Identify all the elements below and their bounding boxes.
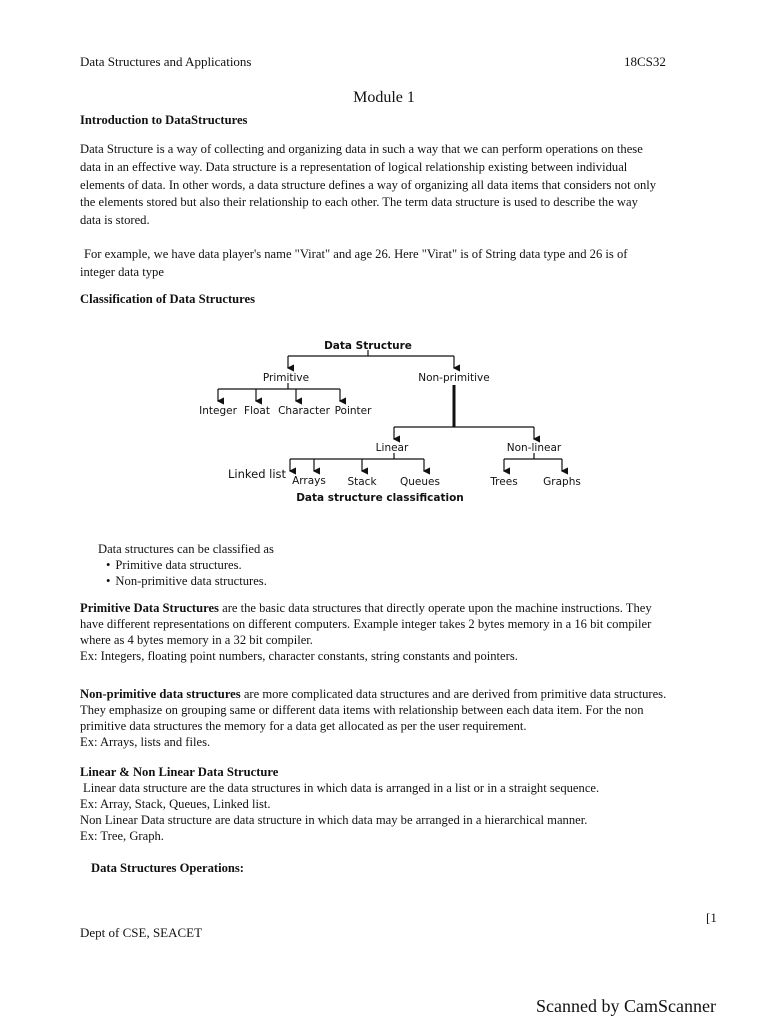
linear-line: Ex: Tree, Graph. [80, 829, 164, 843]
classification-diagram [198, 333, 590, 509]
non-primitive-term: Non-primitive data structures [80, 687, 241, 701]
diagram-non-linear: Non-linear [506, 442, 562, 454]
intro-line: data in an effective way. Data structure is a representation of logical relationship existing between individual [80, 159, 628, 174]
non-primitive-line: Ex: Arrays, lists and files. [80, 735, 211, 749]
non-primitive-line: They emphasize on grouping same or different data items with relationship between each data item. For the non [80, 703, 644, 717]
linear-line: Non Linear Data structure are data structure in which data may be arranged in a hierarchical manner. [80, 813, 588, 827]
primitive-line: where as 4 bytes memory in a 32 bit compiler. [80, 633, 313, 647]
diagram-character: Character [278, 405, 330, 417]
diagram-pointer: Pointer [334, 405, 372, 417]
list-item: • Primitive data structures. [106, 557, 274, 573]
example-line: integer data type [80, 264, 164, 279]
diagram-linear: Linear [375, 442, 409, 454]
primitive-paragraph [80, 600, 730, 664]
intro-line: the elements stored but also their relationship to each other. The term data structure is used to describe the way [80, 195, 638, 210]
primitive-line: Ex: Integers, floating point numbers, character constants, string constants and pointers. [80, 649, 518, 663]
diagram-root: Data Structure [324, 340, 412, 352]
example-paragraph [80, 246, 724, 282]
classification-heading: Classification of Data Structures [80, 292, 256, 306]
linear-line: Linear data structure are the data structures in which data is arranged in a list or in a straight sequence. [83, 781, 600, 795]
intro-line: Data Structure is a way of collecting and organizing data in such a way that we can perform operations on these [80, 142, 643, 156]
diagram-trees: Trees [490, 476, 518, 488]
diagram-linked-list: Linked list [228, 467, 287, 481]
linear-heading: Linear & Non Linear Data Structure [80, 765, 279, 779]
page-number: [1 [706, 910, 717, 925]
diagram-non-primitive: Non-primitive [418, 372, 490, 384]
intro-heading: Introduction to DataStructures [80, 113, 248, 127]
diagram-float: Float [244, 405, 270, 417]
primitive-term: Primitive Data Structures [80, 601, 219, 615]
diagram-primitive: Primitive [262, 372, 310, 384]
module-title: Module 1 [353, 89, 415, 106]
linear-section [80, 764, 730, 844]
list-item: • Non-primitive data structures. [106, 573, 274, 589]
classification-intro [98, 541, 274, 589]
diagram-arrays: Arrays [292, 475, 326, 487]
non-primitive-line: primitive data structures the memory for a data get allocated as per the user requirement. [80, 719, 527, 733]
operations-heading: Data Structures Operations: [91, 861, 244, 875]
footer-dept: Dept of CSE, SEACET [80, 925, 203, 940]
linear-line: Ex: Array, Stack, Queues, Linked list. [80, 797, 271, 811]
intro-paragraph [80, 141, 720, 230]
header-code: 18CS32 [624, 54, 666, 69]
primitive-first-line: are the basic data structures that directly operate upon the machine instructions. They [218, 601, 652, 615]
diagram-queues: Queues [400, 476, 440, 488]
diagram-graphs: Graphs [543, 476, 581, 488]
classification-list [106, 557, 274, 589]
diagram-caption: Data structure classification [296, 492, 464, 504]
non-primitive-first-line: are more complicated data structures and are derived from primitive data structures. [240, 687, 667, 701]
diagram-integer: Integer [199, 405, 237, 417]
example-line: For example, we have data player's name "Virat" and age 26. Here "Virat" is of String data type and 26 is of [84, 247, 628, 261]
primitive-line: have different representations on different computers. Example integer takes 2 bytes memory in a 16 bit compiler [80, 617, 652, 631]
classification-intro-text: Data structures can be classified as [98, 542, 274, 556]
header-course: Data Structures and Applications [80, 54, 252, 69]
diagram-stack: Stack [347, 476, 377, 488]
intro-line: elements of data. In other words, a data structure defines a way of organizing all data items that considers not only [80, 177, 657, 192]
scanner-watermark: Scanned by CamScanner [536, 996, 716, 1016]
non-primitive-paragraph [80, 686, 730, 750]
intro-line: data is stored. [80, 213, 150, 228]
